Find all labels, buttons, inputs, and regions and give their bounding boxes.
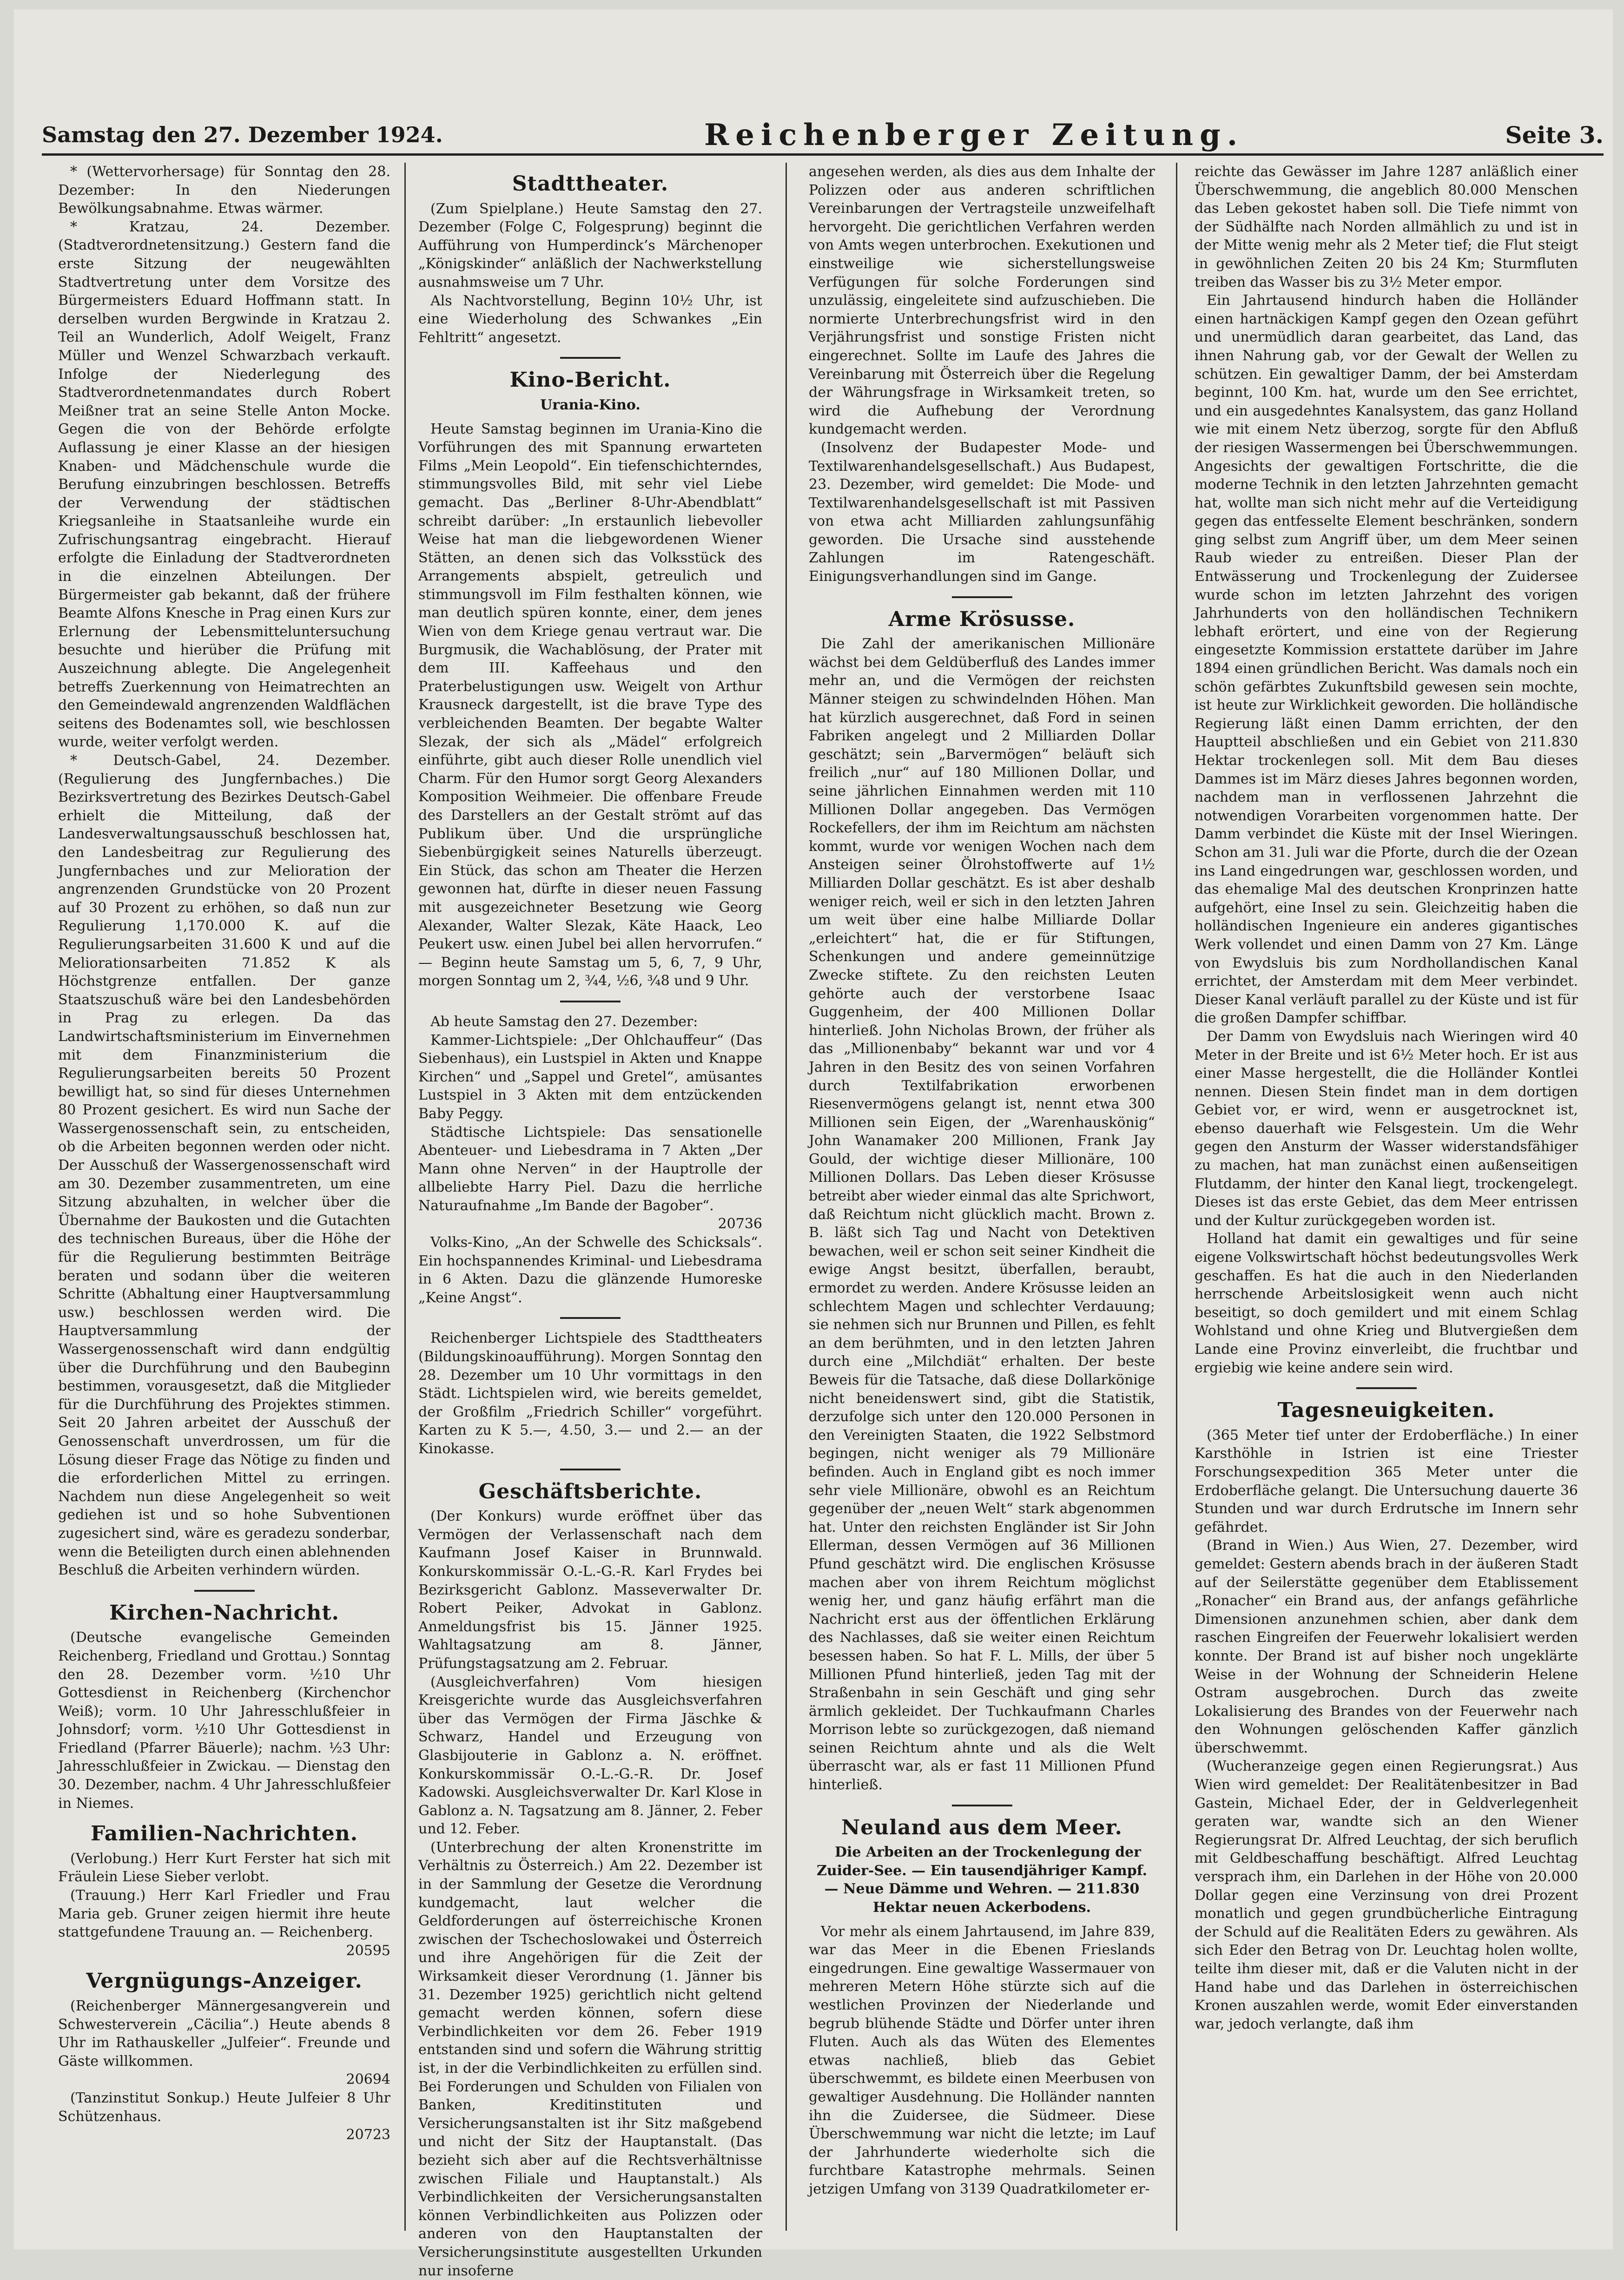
tages-item: (365 Meter tief unter der Erdoberfläche.) In einer Karsthöhle in Istrien ist eine Triester Forschungsexpedition 365 Meter unter die Erdoberfläche gelangt. Die Untersuchung dauerte 36 Stunden und war durch Erdrutsche im Innern sehr gefährdet. xyxy=(1195,1427,1578,1535)
vergnuegung-item: (Tanzinstitut Sonkup.) Heute Julfeier 8 Uhr Schützenhaus. xyxy=(58,2089,390,2125)
section-divider xyxy=(560,1317,621,1319)
tages-item: (Brand in Wien.) Aus Wien, 27. Dezember, wird gemeldet: Gestern abends brach in der äußeren Stadt auf der Seilerstätte gegenüber dem Etablissement „Ronacher“ ein Brand aus, der anfangs gefährliche Dimensionen anzunehmen schien, aber dank dem raschen Eingreifen der Feuerwehr lokalisiert werden konnte. Der Brand ist auf bisher noch ungeklärte Weise in der Wohnung der Schneiderin Helene Ostram ausgebrochen. Durch das zweite Lokalisierung des Brandes von der Feuerwehr nach den Wohnungen gelöschenden Kaffer gänzlich überschwemmt. xyxy=(1195,1537,1578,1756)
ad-number: 20723 xyxy=(346,2127,390,2143)
kino-subtitle: Urania-Kino. xyxy=(540,396,640,413)
geschaeft-text: (Der Konkurs) wurde eröffnet über das Vermögen der Verlassenschaft nach dem Kaufmann Josef Kaiser in Brunnwald. Konkurskommissär O.-L.-G.-R. Karl Frydes bei Bezirksgericht Gablonz. Masseverwalter Dr. Robert Peiker, Advokat in Gablonz. Anmeldungsfrist bis 15. Jänner 1925. Wahltagsatzung am 8. Jänner, Prüfungstagsatzung am 2. Februar. xyxy=(418,1508,762,1672)
section-divider xyxy=(952,1805,1012,1806)
news-kratzau: * Kratzau, 24. Dezember. (Stadtverordnetensitzung.) Gestern fand die erste Sitzung der neugewählten Stadtvertretung unter dem Vorsitze des Bürgermeisters Eduard Hoffmann statt. In derselben wurden Bergwinde in Kratzau 2. Teil an Wunderlich, Adolf Weigelt, Franz Müller und Wenzel Schwarzbach verkauft. Infolge der Niederlegung des Stadtverordnetenmandates durch Robert Meißner trat an seine Stelle Anton Mocke. Gegen die von der Behörde erfolgte Auflassung je einer Klasse an der hiesigen Knaben- und Mädchenschule wurde die Berufung einzubringen beschlossen. Betreffs der Verwendung der städtischen Kriegsanleihe in Staatsanleihe wurde ein Zufrischungsantrag eingebracht. Hierauf erfolgte die Einladung der Stadtverordneten in die einzelnen Abteilungen. Der Bürgermeister gab bekannt, daß der frühere Beamte Alfons Knesche in Prag einen Kurs zur Erlernung der Lebensmitteluntersuchung besuchte und hierüber die Prüfung mit Auszeichnung ablegte. Die Angelegenheit betreffs Zuerkennung von Heimatrechten an den Gemeindewald angrenzenden Waldflächen seitens des Bodenamtes soll, wie beschlossen wurde, weiter verfolgt werden. xyxy=(58,218,390,751)
section-title-geschaeft: Geschäftsberichte. xyxy=(478,1479,702,1503)
vergnuegung-item: (Reichenberger Männergesangverein und Schwesterverein „Cäcilia“.) Heute abends 8 Uhr im Rathauskeller „Julfeier“. Freunde und Gäste willkommen. xyxy=(58,1998,390,2069)
column-2 xyxy=(418,163,762,2279)
newspaper-page xyxy=(14,9,1613,2279)
news-deutsch-gabel: * Deutsch-Gabel, 24. Dezember. (Regulierung des Jungfernbaches.) Die Bezirksvertretung des Bezirkes Deutsch-Gabel erhielt die Mitteilung, daß der Landesverwaltungsausschuß beschlossen hat, den Landesbeitrag zur Regulierung des Jungfernbaches und zur Melioration der angrenzenden Grundstücke von 20 Prozent auf 30 Prozent zu erhöhen, so daß nun zur Regulierung 1,170.000 K. auf die Regulierungsarbeiten 31.600 K und auf die Meliorationsarbeiten 71.852 K als Höchstgrenze entfallen. Der ganze Staatszuschuß wäre bei den Landesbehörden in Prag zu erlegen. Da das Landwirtschaftsministerium im Einvernehmen mit dem Finanzministerium die Regulierungsarbeiten bereits 50 Prozent bewilligt hat, so sind für dieses Unternehmen 80 Prozent gesichert. Es wird nun Sache der Wassergenossenschaft sein, zu entscheiden, ob die Arbeiten begonnen werden oder nicht. Der Ausschuß der Wassergenossenschaft wird am 30. Dezember zusammentreten, um eine Sitzung abzuhalten, in welcher über die Übernahme der Baukosten und die Gutachten des technischen Bureaus, über die Höhe der für die Regulierung bestimmten Beiträge beraten und sodann über die weiteren Schritte (Abhaltung einer Hauptversammlung usw.) beschlossen werden wird. Die Hauptversammlung der Wassergenossenschaft wird dann endgültig über die Durchführung und den Baubeginn bestimmen, vorausgesetzt, daß die Mitglieder für die Durchführung des Projektes stimmen. Seit 20 Jahren arbeitet der Ausschuß der Genossenschaft unverdrossen, um für die Lösung dieser Frage das Nötige zu finden und die erforderlichen Mittel zu erringen. Nachdem nun diese Angelegenheit so weit gediehen ist und so hohe Subventionen zugesichert sind, wäre es geradezu sonderbar, wenn die Beteiligten durch einen ablehnenden Beschluß die Arbeiten verhindern würden. xyxy=(58,752,390,1579)
newspaper-title: Reichenberger Zeitung. xyxy=(704,117,1244,152)
kino-listing: Kammer-Lichtspiele: „Der Ohlchauffeur“ (Das Siebenhaus), ein Lustspiel in Akten und Knappe Kirchen“ und „Sappel und Gretel“, amüsantes Lustspiel in 3 Akten mit dem entzückenden Baby Peggy. xyxy=(418,1032,762,1122)
geschaeft-continued: angesehen werden, als dies aus dem Inhalte der Polizzen oder aus anderen schriftlichen Vereinbarungen der Vertragsteile unzweifelhaft hervorgeht. Die gerichtlichen Verfahren werden von Amts wegen unterbrochen. Exekutionen und einstweilige wie sicherstellungsweise Verfügungen für solche Forderungen sind unzulässig, eingeleitete sind aufzuschieben. Die normierte Unterbrechungsfrist wird in den Verjährungsfrist und sonstige Fristen nicht eingerechnet. Sollte im Laufe des Jahres die Vereinbarung mit Österreich über die Regelung der Währungsfrage in Wirksamkeit treten, so wird die Aufhebung der Verordnung kundgemacht werden. xyxy=(809,164,1155,438)
section-title-tagesneuigkeiten: Tagesneuigkeiten. xyxy=(1277,1398,1495,1423)
page-number: Seite 3. xyxy=(1505,121,1604,149)
column-1 xyxy=(58,163,390,2231)
theater-text: (Zum Spielplane.) Heute Samstag den 27. Dezember (Folge C, Folgesprung) beginnt die Aufführung von Humperdinck’s Märchenoper „Königskinder“ anläßlich der Nachwerkstellung ausnahmsweise um 7 Uhr. xyxy=(418,200,762,290)
issue-date: Samstag den 27. Dezember 1924. xyxy=(42,122,443,147)
ad-number: 20694 xyxy=(346,2071,390,2088)
kino-listing-heading: Ab heute Samstag den 27. Dezember: xyxy=(430,1013,698,1030)
section-title-familien: Familien-Nachrichten. xyxy=(90,1822,358,1846)
geschaeft-text: (Unterbrechung der alten Kronenstritte im Verhältnis zu Österreich.) Am 22. Dezember ist in der Sammlung der Gesetze die Verordnung kundgemacht, laut welcher die Geldforderungen auf österreichische Kronen zwischen der Tschechoslowakei und Österreich und ihre Angehörigen für die Zeit der Wirksamkeit dieser Verordnung (1. Jänner bis 31. Dezember 1925) gerichtlich nicht geltend gemacht werden können, sofern diese Verbindlichkeiten vor dem 26. Feber 1919 entstanden sind und sofern die Währung strittig ist, in der die Verbindlichkeiten zu erfüllen sind. Bei Forderungen und Schulden von Filialen von Banken, Kreditinstituten und Versicherungsanstalten ist ihr Sitz maßgebend und nicht der Sitz der Hauptanstalt. (Das bezieht sich aber auf die Rechtsverhältnisse zwischen Filiale und Hauptanstalt.) Als Verbindlichkeiten der Versicherungsanstalten können Verbindlichkeiten aus Polizzen oder anderen von den Hauptanstalten der Versicherungsinstitute ausgestellten Urkunden nur insoferne xyxy=(418,1839,762,2279)
column-rule xyxy=(1176,163,1177,2231)
section-divider xyxy=(560,1469,621,1470)
geschaeft-text: (Ausgleichverfahren) Vom hiesigen Kreisgerichte wurde das Ausgleichsverfahren über das Vermögen der Firma Jäschke & Schwarz, Handel und Erzeugung von Glasbijouterie in Gablonz a. N. eröffnet. Konkurskommissär O.-L.-G.-R. Dr. Josef Kadowski. Ausgleichsverwalter Dr. Karl Klose in Gablonz a. N. Tagsatzung am 8. Jänner, 2. Feber und 12. Feber. xyxy=(418,1674,762,1838)
section-title-stadttheater: Stadttheater. xyxy=(512,172,669,196)
neuland-text: Vor mehr als einem Jahrtausend, im Jahre 839, war das Meer in die Ebenen Frieslands eingedrungen. Eine gewaltige Wassermauer von mehreren Metern Höhe stürzte sich auf die westlichen Provinzen der Niederlande und begrub blühende Städte und Dörfer unter ihren Fluten. Auch als das Wüten des Elementes etwas nachließ, blieb das Gebiet überschwemmt, es bildete einen Meerbusen von gewaltiger Ausdehnung. Die Holländer nannten ihn die Zuidersee, die Südmeer. Diese Überschwemmung war nicht die letzte; im Lauf der Jahrhunderte wiederholte sich die furchtbare Katastrophe mehrmals. Seinen jetzigen Umfang von 3139 Quadratkilometer er- xyxy=(809,1923,1155,2197)
familien-trauung: (Trauung.) Herr Karl Friedler und Frau Maria geb. Gruner zeigen hiermit ihre heute stattgefundene Trauung an. — Reichenberg. xyxy=(58,1887,390,1941)
masthead xyxy=(42,116,1604,156)
tages-item: (Wucheranzeige gegen einen Regierungsrat.) Aus Wien wird gemeldet: Der Realitätenbesitzer in Bad Gastein, Michael Eder, der in Geldverlegenheit geraten war, wandte sich an den Wiener Regierungsrat Dr. Alfred Leuchtag, der sich beruflich mit Geldbeschaffung beschäftigt. Alfred Leuchtag versprach ihm, ein Darlehen in der Höhe von 20.000 Dollar gegen eine Verzinsung von drei Prozent monatlich und gegen grundbücherliche Eintragung der Schuld auf die Realitäten Eders zu gewähren. Als sich Eder den Betrag von Dr. Leuchtag holen wollte, teilte ihm dieser mit, daß er die Valuten nicht in der Hand habe und das Darlehen in österreichischen Kronen auszahlen werde, womit Eder einverstanden war, jedoch verlangte, daß ihm xyxy=(1195,1758,1578,2032)
theater-text: Als Nachtvorstellung, Beginn 10½ Uhr, ist eine Wiederholung des Schwankes „Ein Fehltritt“ angesetzt. xyxy=(418,292,762,346)
section-divider xyxy=(560,1001,621,1002)
column-4 xyxy=(1195,163,1578,2231)
familien-verlobung: (Verlobung.) Herr Kurt Ferster hat sich mit Fräulein Liese Sieber verlobt. xyxy=(58,1850,390,1885)
kirchen-text: (Deutsche evangelische Gemeinden Reichenberg, Friedland und Grottau.) Sonntag den 28. Dezember vorm. ½10 Uhr Gottesdienst in Reichenberg (Kirchenchor Weiß); vorm. 10 Uhr Jahresschlußfeier in Johnsdorf; vorm. ½10 Uhr Gottesdienst in Friedland (Pfarrer Bäuerle); nachm. ½3 Uhr: Jahresschlußfeier in Zwickau. — Dienstag den 30. Dezember, nachm. 4 Uhr Jahresschlußfeier in Niemes. xyxy=(58,1629,390,1812)
ad-number: 20595 xyxy=(346,1942,390,1959)
column-3 xyxy=(809,163,1155,2231)
section-title-neuland: Neuland aus dem Meer. xyxy=(841,1815,1122,1839)
ad-number: 20736 xyxy=(718,1216,762,1232)
kino-text: Heute Samstag beginnen im Urania-Kino die Vorführungen des mit Spannung erwarteten Films „Mein Leopold“. Ein tiefenschichterndes, stimmungsvolles Bild, mit sehr viel Liebe gemacht. Das „Berliner 8-Uhr-Abendblatt“ schreibt darüber: „In erstaunlich liebevoller Weise hat man die liebgewordenen Wiener Stätten, an denen sich das Volksstück des Arrangements abspielt, getreulich und stimmungsvoll im Film festhalten können, wie man deutlich spüren konnte, einer, dem jenes Wien von dem Kriege genau vertraut war. Die Burgmusik, die Wachablösung, der Prater mit dem III. Kaffeehaus und den Praterbelustigungen usw. Weigelt von Arthur Krausneck dargestellt, ist die brave Type des verbleichenden Beamten. Der begabte Walter Slezak, der sich als „Mädel“ erfolgreich einführte, gibt auch dieser Rolle unendlich viel Charm. Für den Humor sorgt Georg Alexanders Komposition Weihmeier. Die offenbare Freude des Darstellers an der Gestalt strömt auf das Publikum über. Und die ursprüngliche Siebenbürgigkeit seines Naturells überzeugt. Ein Stück, das schon am Theater die Herzen gewonnen hat, dürfte in dieser neuen Fassung mit ausgezeichneter Besetzung wie Georg Alexander, Walter Slezak, Käte Haack, Leo Peukert usw. einen Jubel bei allen hervorrufen.“ — Beginn heute Samstag um 5, 6, 7, 9 Uhr, morgen Sonntag um 2, ¾4, ½6, ¾8 und 9 Uhr. xyxy=(418,421,762,989)
kino-listing: Reichenberger Lichtspiele des Stadttheaters (Bildungskinoaufführung). Morgen Sonntag den 28. Dezember um 10 Uhr vormittags in den Städt. Lichtspielen wird, wie bereits gemeldet, der Großfilm „Friedrich Schiller“ vorgeführt. Karten zu K 5.—, 4.50, 3.— und 2.— an der Kinokasse. xyxy=(418,1330,762,1457)
neuland-continued: reichte das Gewässer im Jahre 1287 anläßlich einer Überschwemmung, die angeblich 80.000 Menschen das Leben gekostet haben soll. Die Tiefe nimmt von der Südhälfte nach Norden allmählich zu und ist in der Mitte wenig mehr als 2 Meter tief; die Flut steigt in gewöhnlichen Zeiten 20 bis 24 Km; Sturmfluten treiben das Wasser bis zu 3½ Meter empor. xyxy=(1195,164,1578,290)
kino-listing: Volks-Kino, „An der Schwelle des Schicksals“. Ein hochspannendes Kriminal- und Liebesdrama in 6 Akten. Dazu die glänzende Humoreske „Keine Angst“. xyxy=(418,1234,762,1306)
kroesusse-text: Die Zahl der amerikanischen Millionäre wächst bei dem Geldüberfluß des Landes immer mehr an, und die Vermögen der reichsten Männer steigen zu schwindelnden Höhen. Man hat kürzlich ausgerechnet, daß Ford in seinen Fabriken angelegt und 2 Milliarden Dollar geschätzt; sein „Barvermögen“ beläuft sich freilich „nur“ auf 180 Millionen Dollar, und seine jährlichen Einnahmen werden mit 110 Millionen Dollar angegeben. Das Vermögen Rockefellers, der ihm im Reichtum am nächsten kommt, wurde vor wenigen Wochen nach dem Ansteigen seiner Ölrohstoffwerte auf 1½ Milliarden Dollar geschätzt. Es ist aber deshalb weniger reich, weil er sich in den letzten Jahren um weit über eine halbe Milliarde Dollar „erleichtert“ hat, die er für Stiftungen, Schenkungen und andere gemeinnützige Zwecke stiftete. Zu den reichsten Leuten gehörte auch der verstorbene Isaac Guggenheim, der 400 Millionen Dollar hinterließ. John Nicholas Brown, der früher als das „Millionenbaby“ bekannt war und vor 4 Jahren in den Besitz des von seinen Vorfahren durch Textilfabrikation erworbenen Riesenvermögens gelangt ist, nennt etwa 300 Millionen sein Eigen, der „Warenhauskönig“ John Wanamaker 200 Millionen, Frank Jay Gould, der wichtige dieser Millionäre, 100 Millionen Dollars. Das Leben dieser Krösusse betreibt aber wieder einmal das alte Sprichwort, daß Reichtum nicht glücklich macht. Brown z. B. läßt sich Tag und Nacht von Detektiven bewachen, weil er schon seit seiner Kindheit die ewige Angst besitzt, überfallen, beraubt, ermordet zu werden. Andere Krösusse leiden an schlechtem Magen und schlechter Verdauung; sie nehmen sich nur Brunnen und Pillen, es fehlt an dem berühmten, und in den letzten Jahren durch eine „Milchdiät“ erhalten. Der beste Beweis für die Tatsache, daß diese Dollarkönige nicht beneidenswert sind, gibt die Statistik, derzufolge sich unter den 120.000 Personen in den Vereinigten Staaten, die 1922 Selbstmord begingen, nicht weniger als 79 Millionäre befinden. Auch in England gibt es noch immer sehr viele Millionäre, obwohl es an Reichtum gegenüber der „neuen Welt“ stark abgenommen hat. Unter den reichsten Engländer ist Sir John Ellerman, dessen Vermögen auf 36 Millionen Pfund geschätzt wird. Die englischen Krösusse machen aber von ihrem Reichtum möglichst wenig her, und ganz häufig erfährt man die Nachricht erst aus der öffentlichen Erklärung des Nachlasses, daß sie weiter einen Reichtum besessen haben. So hat F. L. Mills, der über 5 Millionen Pfund hinterließ, jeden Tag mit der Straßenbahn in sein Geschäft und ging sehr ärmlich gekleidet. Der Tuchkaufmann Charles Morrison lebte so zurückgezogen, daß niemand seinen Reichtum ahnte und als die Welt überrascht war, als er fast 11 Millionen Pfund hinterließ. xyxy=(809,636,1155,1793)
section-title-kino: Kino-Bericht. xyxy=(509,368,671,392)
neuland-text: Der Damm von Ewydsluis nach Wieringen wird 40 Meter in der Breite und ist 6½ Meter hoch. Er ist aus einer Masse hergestellt, die die Holländer Kontlei nennen. Diesen Stein findet man in dem dortigen Gebiet vor, er wird, wenn er ausgetrocknet ist, ebenso dauerhaft wie Felsgestein. Um die Wehr gegen den Ansturm der Wasser widerstandsfähiger zu machen, hat man zunächst einen außenseitigen Flutdamm, der hinter den Kanal liegt, trockengelegt. Dieses ist das erste Gebiet, das dem Meer entrissen und der Kultur zurückgegeben worden ist. xyxy=(1195,1028,1578,1229)
neuland-subtitle: Die Arbeiten an der Trockenlegung der Zuider-See. — Ein tausendjähriger Kampf. — Neue Dämme und Wehren. — 211.830 Hektar neuen Ackerbodens. xyxy=(816,1844,1148,1916)
section-divider xyxy=(952,596,1012,598)
kino-listing: Städtische Lichtspiele: Das sensationelle Abenteuer- und Liebesdrama in 7 Akten „Der Mann ohne Nerven“ in der Hauptrolle der allbeliebte Harry Piel. Dazu die herrliche Naturaufnahme „Im Bande der Bagober“. xyxy=(418,1124,762,1214)
section-divider xyxy=(1356,1387,1417,1389)
neuland-text: Holland hat damit ein gewaltiges und für seine eigene Volkswirtschaft höchst bedeutungsvolles Werk geschaffen. Es hat die auch in den Niederlanden herrschende Arbeitslosigkeit wenn auch nicht beseitigt, so doch gemildert und mit einem Schlag Wohlstand und ohne Krieg und Blutvergießen dem Lande eine Provinz einverleibt, die fruchtbar und ergiebig wie keine andere sein wird. xyxy=(1195,1231,1578,1376)
section-title-vergnuegung: Vergnügungs-Anzeiger. xyxy=(86,1969,363,1993)
weather-notice: * (Wettervorhersage) für Sonntag den 28. Dezember: In den Niederungen Bewölkungsabnahme. Etwas wärmer. xyxy=(58,164,390,217)
column-rule xyxy=(786,163,787,2231)
section-divider xyxy=(194,1590,255,1592)
column-rule xyxy=(404,163,406,2231)
section-divider xyxy=(560,357,621,359)
insolvenz-budapest: (Insolvenz der Budapester Mode- und Textilwarenhandelsgesellschaft.) Aus Budapest, 23. Dezember, wird gemeldet: Die Mode- und Textilwarenhandelsgesellschaft ist mit Passiven von etwa acht Milliarden zahlungsunfähig geworden. Die Ursache sind ausstehende Zahlungen im Ratengeschäft. Einigungsverhandlungen sind im Gange. xyxy=(809,439,1155,585)
section-title-kirchen: Kirchen-Nachricht. xyxy=(109,1601,339,1625)
neuland-text: Ein Jahrtausend hindurch haben die Holländer einen hartnäckigen Kampf gegen den Ozean geführt und unermüdlich daran gearbeitet, das Land, das ihnen Nahrung gab, vor der Gewalt der Wellen zu schützen. Ein gewaltiger Damm, der bei Amsterdam beginnt, 100 Km. hat, wurde um den See errichtet, und ein ausgedehntes Kanalsystem, das ganz Holland wie mit einem Netz überzog, sorgte für den Abfluß der riesigen Wassermengen bei Überschwemmungen. Angesichts der gewaltigen Fortschritte, die die moderne Technik in den letzten Jahrzehnten gemacht hat, wollte man sich nicht mehr auf die Verteidigung gegen das entfesselte Element beschränken, sondern ging selbst zum Angriff über, um dem Meer seinen Raub wieder zu entreißen. Dieser Plan der Entwässerung und Trockenlegung der Zuidersee wurde schon im letzten Jahrzehnt des vorigen Jahrhunderts von den holländischen Technikern lebhaft erörtert, und eine von der Regierung eingesetzte Kommission erstattete darüber im Jahre 1894 einen gründlichen Bericht. Was damals noch ein schön gefärbtes Zukunftsbild gewesen sein mochte, ist heute zur Wirklichkeit geworden. Die holländische Regierung läßt einen Damm errichten, der den Hauptteil abschließen und ein Gebiet von 211.830 Hektar trockenlegen soll. Mit dem Bau dieses Dammes ist im März dieses Jahres begonnen worden, nachdem man in verflossenen Jahrzehnt die notwendigen Vorarbeiten vorgenommen hatte. Der Damm verbindet die Küste mit der Insel Wieringen. Schon am 31. Juli war die Pforte, durch die der Ozean ins Land eingedrungen war, geschlossen worden, und das ehemalige Mal des deutschen Kronprinzen hatte aufgehört, eine Insel zu sein. Gleichzeitig haben die holländischen Ingenieure ein anderes gigantisches Werk vollendet und einen Damm von 27 Km. Länge von Ewydsluis bis zum Nordhollandischen Kanal errichtet, der Amsterdam mit dem Meer verbindet. Dieser Kanal verläuft parallel zu der Küste und ist für die großen Dampfer schiffbar. xyxy=(1195,292,1578,1027)
section-title-kroesusse: Arme Krösusse. xyxy=(888,607,1076,631)
